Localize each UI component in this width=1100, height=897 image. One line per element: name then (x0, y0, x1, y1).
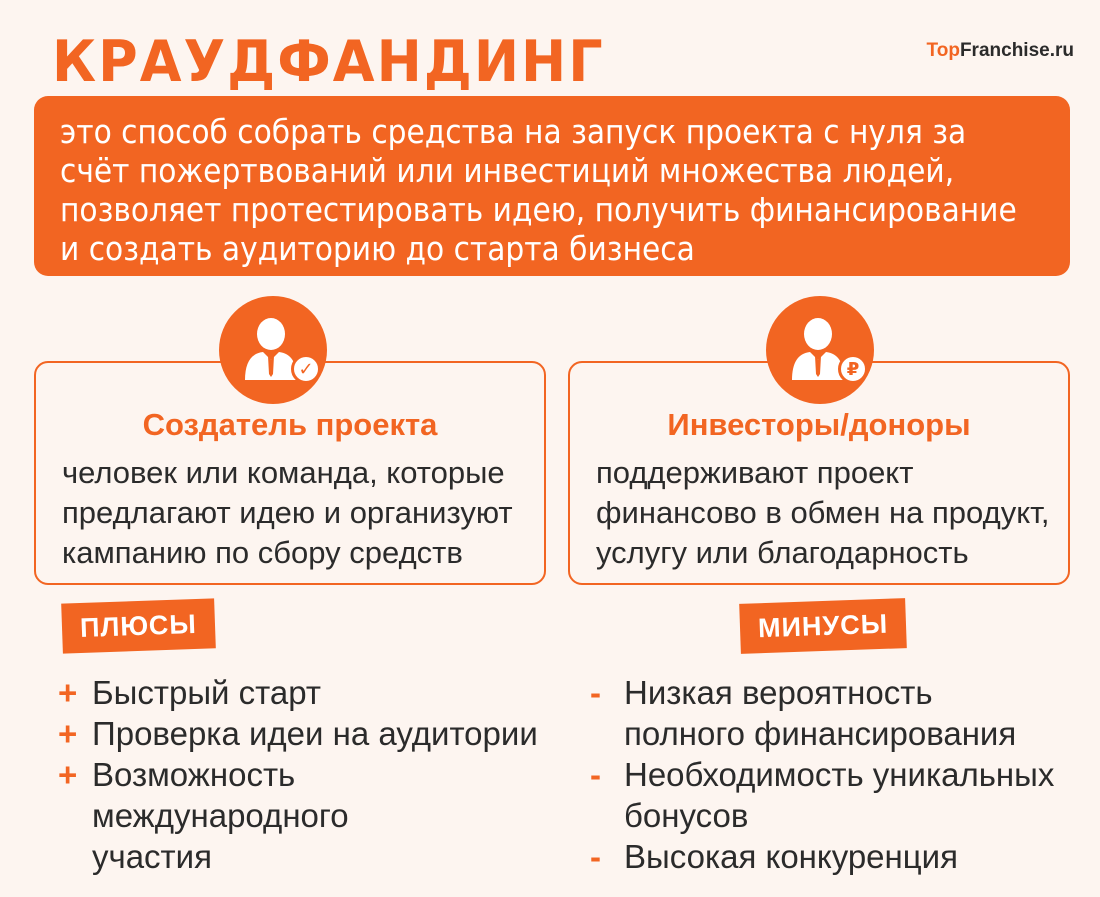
person-ruble-icon (766, 296, 874, 404)
definition-box (34, 96, 1070, 276)
investors-title: Инвесторы/доноры (667, 407, 971, 442)
list-item (590, 836, 1090, 877)
pros-item-text: Быстрый старт (92, 674, 322, 711)
cons-item-text: Высокая конкуренция (624, 838, 958, 875)
creator-text: человек или команда, которые предлагают идею и организуют кампанию по сбору средств (62, 455, 513, 570)
cons-item-text: Низкая вероятность полного финансирования (624, 674, 1017, 752)
plus-icon: + (58, 715, 78, 752)
cons-item-text: Необходимость уникальных бонусов (624, 756, 1055, 834)
brand-logo (927, 40, 1074, 62)
minus-icon: - (590, 838, 601, 875)
plus-icon: + (58, 756, 78, 793)
pros-list (58, 672, 558, 877)
plus-icon: + (58, 674, 78, 711)
creator-title: Создатель проекта (142, 407, 438, 442)
list-item (58, 754, 558, 877)
list-item (58, 672, 558, 713)
creator-badge: ✓ (291, 354, 321, 384)
page-title: КРАУДФАНДИНГ (52, 28, 605, 95)
list-item (590, 672, 1090, 754)
pros-item-text: Возможность международного участия (92, 756, 349, 875)
cons-label: МИНУСЫ (739, 598, 907, 654)
definition-text: это способ собрать средства на запуск проекта с нуля за счёт пожертвований или инвестиций множества людей, позволяет протестировать идею, получить финансирование и создать аудиторию до старта бизнеса (60, 112, 1017, 268)
pros-item-text: Проверка идеи на аудитории (92, 715, 538, 752)
brand-rest: Franchise.ru (959, 40, 1074, 61)
cons-list (590, 672, 1090, 877)
pros-label: ПЛЮСЫ (61, 598, 215, 653)
person-check-icon (219, 296, 327, 404)
minus-icon: - (590, 756, 601, 793)
list-item (590, 754, 1090, 836)
brand-accent: Top (926, 40, 960, 61)
investors-badge: ₽ (838, 354, 868, 384)
list-item (58, 713, 558, 754)
minus-icon: - (590, 674, 601, 711)
investors-text: поддерживают проект финансово в обмен на продукт, услугу или благодарность (596, 455, 1050, 570)
